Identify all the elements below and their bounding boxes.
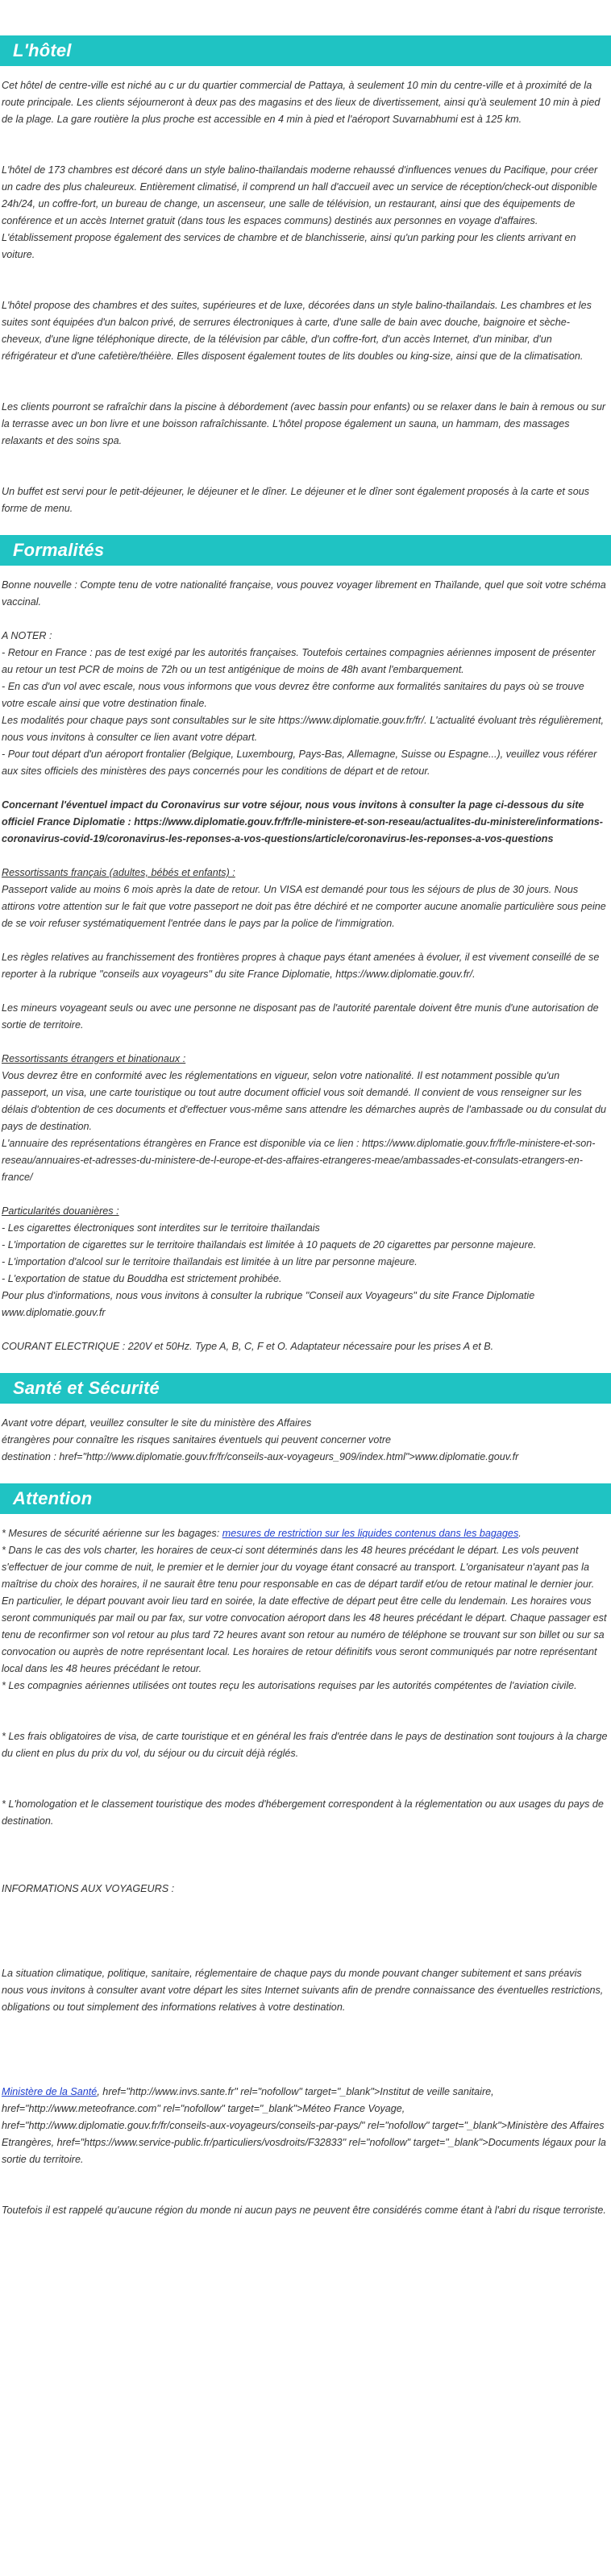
note-line: Les modalités pour chaque pays sont consultables sur le site https://www.diplomatie.gouv.fr/fr/. L'actualité évoluant très régulièrement, nous vous invitons à consulter ce lien avant votre départ. [2,715,604,743]
section-hotel [0,35,611,517]
attention-content [0,1525,611,2219]
attention-charter: * Dans le cas des vols charter, les horaires de ceux-ci sont déterminés dans les 48 heures précédant le départ. Les vols peuvent s'effectuer de jour comme de nuit, le premier et le dernier jour du voyage étant consacré au transport. L'organisateur n'ayant pas la maîtrise du choix des horaires, il ne saurait être tenu pour responsable en cas de départ tardif et/ou de retour matinal le dernier jour. En particulier, le départ pouvant avoir lieu tard en soirée, la date effective de départ peut être celle du lendemain. Les horaires vous seront communiqués par mail ou par fax, sur votre convocation aéroport dans les 48 heures précédant le départ. Chaque passager est tenu de reconfirmer son vol retour au plus tard 72 heures avant son retour au numéro de téléphone se trouvant sur son billet ou sur sa convocation ou auprès de notre représentant local. Les horaires de retour définitifs vous seront communiqués par notre représentant local dans les 48 heures précédant le retour. [2,1545,607,1674]
note-line: - Retour en France : pas de test exigé par les autorités françaises. Toutefois certaines compagnies aériennes imposent de présenter au retour un test PCR de moins de 72h ou un test antigénique de moins de 48h avant l'embarquement. [2,647,596,675]
formalites-intro: Bonne nouvelle : Compte tenu de votre nationalité française, vous pouvez voyager librement en Thaïlande, quel que soit votre schéma vaccinal. [2,579,606,608]
note-heading: A NOTER : [2,630,52,641]
fr-nationals-text: Passeport valide au moins 6 mois après la date de retour. Un VISA est demandé pour tous les séjours de plus de 30 jours. Nous attirons votre attention sur le fait que votre passeport ne doit pas être déchiré et ne comporter aucune anomalie particulière sous peine de se voir refuser systématiquement l'entrée dans le pays par la police de l'immigration. [2,884,606,929]
section-formalites [0,535,611,1355]
fr-nationals-heading: Ressortissants français (adultes, bébés et enfants) : [2,867,235,878]
customs-line: - L'exportation de statue du Bouddha est strictement prohibée. [2,1273,282,1284]
info-links [2,2084,609,2168]
section-header-hotel [0,35,611,66]
note-line: - Pour tout départ d'un aéroport frontalier (Belgique, Luxembourg, Pays-Bas, Allemagne, Suisse ou Espagne...), veuillez vous référer aux sites officiels des ministères des pays concernés pour les conditions de départ et de retour. [2,749,597,777]
attention-visa-fees: * Les frais obligatoires de visa, de carte touristique et en général les frais d'entrée dans le pays de destination sont toujours à la charge du client en plus du prix du vol, du séjour ou du circuit déjà réglés. [2,1731,608,1759]
sante-content [0,1415,611,1466]
attention-luggage [2,1525,609,1542]
section-title-hotel: L'hôtel [13,40,72,60]
customs-line: - L'importation d'alcool sur le territoire thaïlandais est limitée à un litre par personne majeure. [2,1256,418,1267]
section-header-formalites [0,535,611,566]
section-title-attention: Attention [13,1488,93,1508]
attention-homologation: * L'homologation et le classement touristique des modes d'hébergement correspondent à la réglementation ou aux usages du pays de destination. [2,1798,604,1827]
luggage-prefix: * Mesures de sécurité aérienne sur les bagages: [2,1528,222,1539]
customs-line: - L'importation de cigarettes sur le territoire thaïlandais est limitée à 10 paquets de 20 cigarettes par personne majeure. [2,1239,537,1251]
hotel-paragraph: Cet hôtel de centre-ville est niché au c ur du quartier commercial de Pattaya, à seulement 10 min du centre-ville et à proximité de la route principale. Les clients séjourneront à deux pas des magasins et des lieux de divertissement, ainsi qu'à seulement 10 min à pied de la plage. La gare routière la plus proche est accessible en 4 min à pied et l'aéroport Suvarnabhumi est à 125 km. [2,80,601,125]
section-sante [0,1373,611,1466]
note-line: - En cas d'un vol avec escale, nous vous informons que vous devrez être conforme aux formalités sanitaires du pays où se trouve votre escale ainsi que votre destination finale. [2,681,584,709]
hotel-paragraph: L'hôtel de 173 chambres est décoré dans un style balino-thaïlandais moderne rehaussé d'influences venues du Pacifique, pour créer un cadre des plus chaleureux. Entièrement climatisé, il comprend un hall d'accueil avec un service de réception/check-out disponible 24h/24, un coffre-fort, un bureau de change, un ascenseur, une salle de télévision, un restaurant, ainsi que des équipements de conférence et un accès Internet gratuit (dans tous les espaces communs) destinés aux personnes en voyage d'affaires. L'établissement propose également des services de chambre et de blanchisserie, ainsi qu'un parking pour les clients arrivant en voiture. [2,164,598,260]
minors-text: Les mineurs voyageant seuls ou avec une personne ne disposant pas de l'autorité parentale doivent être munis d'une autorisation de sortie de territoire. [2,1002,599,1031]
customs-line: - Les cigarettes électroniques sont interdites sur le territoire thaïlandais [2,1222,320,1234]
electric-info: COURANT ELECTRIQUE : 220V et 50Hz. Type A, B, C, F et O. Adaptateur nécessaire pour les prises A et B. [2,1341,494,1352]
sante-line: destination : href="http://www.diplomatie.gouv.fr/fr/conseils-aux-voyageurs_909/index.html">www.diplomatie.gouv.fr [2,1451,519,1462]
liquids-restriction-link[interactable]: mesures de restriction sur les liquides contenus dans les bagages [222,1528,519,1539]
sante-line: étrangères pour connaître les risques sanitaires éventuels qui peuvent concerner votre [2,1434,392,1446]
foreign-directory-text: L'annuaire des représentations étrangères en France est disponible via ce lien : https://www.diplomatie.gouv.fr/fr/le-ministere-et-son-reseau/annuaires-et-adresses-du-ministere-de-l-europe-et-des-affaires-etrangeres-meae/ambassades-et-consulats-etrangers-en-france/ [2,1138,596,1183]
border-rules-text: Les règles relatives au franchissement des frontières propres à chaque pays étant amenées à évoluer, il est vivement conseillé de se reporter à la rubrique "conseils aux voyageurs" du site France Diplomatie, https://www.diplomatie.gouv.fr/. [2,952,600,980]
foreign-nationals-heading: Ressortissants étrangers et binationaux : [2,1053,186,1064]
health-ministry-link[interactable]: Ministère de la Santé [2,2086,98,2097]
attention-airlines: * Les compagnies aériennes utilisées ont toutes reçu les autorisations requises par les autorités compétentes de l'aviation civile. [2,1680,577,1691]
formalites-content [0,577,611,1355]
sante-line: Avant votre départ, veuillez consulter le site du ministère des Affaires [2,1417,312,1429]
section-title-formalites: Formalités [13,540,105,560]
hotel-paragraph: L'hôtel propose des chambres et des suites, supérieures et de luxe, décorées dans un style balino-thaïlandais. Les chambres et les suites sont équipées d'un balcon privé, de serrures électroniques à carte, d'une salle de bain avec douche, baignoire et sèche-cheveux, d'une ligne téléphonique directe, de la télévision par câble, d'un coffre-fort, d'un accès Internet, d'un minibar, d'un réfrigérateur et d'une cafetière/théière. Elles disposent également toutes de lits doubles ou king-size, ainsi que de la climatisation. [2,300,592,362]
customs-line: Pour plus d'informations, nous vous invitons à consulter la rubrique "Conseil aux Voyageurs" du site France Diplomatie www.diplomatie.gouv.fr [2,1290,535,1318]
hotel-paragraph: Un buffet est servi pour le petit-déjeuner, le déjeuner et le dîner. Le déjeuner et le dîner sont également proposés à la carte et sous forme de menu. [2,486,590,514]
foreign-nationals-text: Vous devrez être en conformité avec les réglementations en vigueur, selon votre nationalité. Il est notamment possible qu'un passeport, un visa, une carte touristique ou tout autre document officiel vous soit demandé. Il convient de vous renseigner sur les délais d'obtention de ces documents et d'effectuer vous-même sans attendre les démarches auprès de l'ambassade ou du consulat du pays de destination. [2,1070,606,1132]
terror-risk-notice: Toutefois il est rappelé qu'aucune région du monde ni aucun pays ne peuvent être considérés comme étant à l'abri du risque terroriste. [2,2205,606,2216]
section-header-sante [0,1373,611,1404]
info-line: La situation climatique, politique, sanitaire, réglementaire de chaque pays du monde pouvant changer subitement et sans préavis [2,1968,582,1979]
section-header-attention [0,1483,611,1514]
hotel-content [0,77,611,517]
customs-heading: Particularités douanières : [2,1205,119,1217]
section-attention [0,1483,611,2219]
section-title-sante: Santé et Sécurité [13,1378,160,1398]
covid-notice: Concernant l'éventuel impact du Coronavirus sur votre séjour, nous vous invitons à consulter la page ci-dessous du site officiel France Diplomatie : https://www.diplomatie.gouv.fr/fr/le-ministere-et-son-reseau/actualites-du-ministere/informations-coronavirus-covid-19/coronavirus-les-reponses-a-vos-questions/article/coronavirus-les-reponses-a-vos-questions [2,799,603,844]
info-line: nous vous invitons à consulter avant votre départ les sites Internet suivants afin de prendre connaissance des éventuelles restrictions, obligations ou tout simplement des informations relatives à votre destination. [2,1985,604,2013]
hotel-paragraph: Les clients pourront se rafraîchir dans la piscine à débordement (avec bassin pour enfants) ou se relaxer dans le bain à remous ou sur la terrasse avec un bon livre et une boisson rafraîchissante. L'hôtel propose également un sauna, un hammam, des massages relaxants et des soins spa. [2,401,606,446]
info-heading: INFORMATIONS AUX VOYAGEURS : [2,1883,175,1894]
info-links-text: , href="http://www.invs.sante.fr" rel="nofollow" target="_blank">Institut de veille sanitaire, href="http://www.meteofrance.com" rel="nofollow" target="_blank">Méteo France Voyage, href="http://www.diplomatie.gouv.fr/fr/conseils-aux-voyageurs/conseils-par-pays/" rel="nofollow" target="_blank">Ministère des Affaires Etrangères, href="https://www.service-public.fr/particuliers/vosdroits/F32833" rel="nofollow" target="_blank">Documents légaux pour la sortie du territoire. [2,2086,606,2165]
luggage-suffix: . [518,1528,522,1539]
